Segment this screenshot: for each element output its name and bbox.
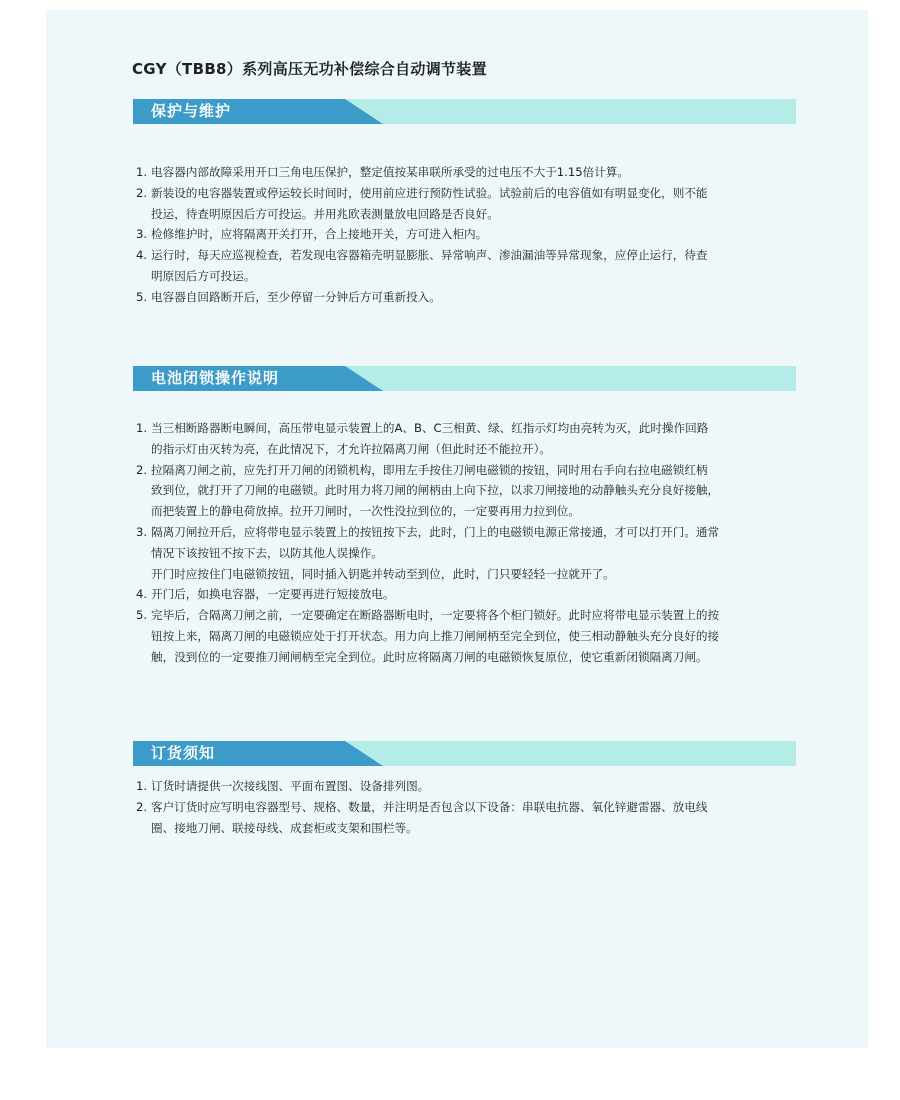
list-item [136, 797, 802, 839]
section-list-protection [136, 162, 802, 308]
list-item [136, 522, 802, 584]
item-text-line: 圈、接地刀闸、联接母线、成套柜或支架和围栏等。 [151, 820, 418, 835]
list-item [136, 776, 802, 797]
section-list-lock-operation [136, 418, 802, 668]
item-number: 1. [136, 165, 148, 179]
item-number: 1. [136, 421, 148, 435]
item-text-line: 情况下该按钮不按下去，以防其他人误操作。 [151, 545, 383, 560]
item-text-line: 拉隔离刀闸之前，应先打开刀闸的闭锁机构，即用左手按住刀闸电磁锁的按钮，同时用右手向右拉电磁锁红柄 [151, 462, 708, 477]
section-list-ordering [136, 776, 802, 838]
section-title: 电池闭锁操作说明 [151, 369, 280, 387]
item-number: 3. [136, 227, 148, 242]
list-item [136, 460, 802, 522]
item-number: 4. [136, 587, 148, 602]
item-number: 3. [136, 524, 148, 539]
item-text-line: 开门时应按住门电磁锁按钮，同时插入钥匙并转动至到位，此时，门只要轻轻一拉就开了。 [151, 566, 615, 581]
section-header-banner [133, 99, 796, 124]
list-item [136, 183, 802, 225]
item-text-line: 投运，待查明原因后方可投运。并用兆欧表测量放电回路是否良好。 [151, 206, 499, 221]
item-text-line: 隔离刀闸拉开后，应将带电显示装置上的按钮按下去，此时，门上的电磁锁电源正常接通，才可以打开门。通常 [151, 524, 720, 539]
item-text-line: 当三相断路器断电瞬间，高压带电显示装置上的A、B、C三相黄、绿、红指示灯均由亮转为灭，此时操作回路 [151, 421, 709, 435]
item-text-line: 的指示灯由灭转为亮，在此情况下，才允许拉隔离刀闸（但此时还不能拉开）。 [151, 441, 551, 456]
item-number: 4. [136, 248, 148, 263]
item-number: 2. [136, 185, 148, 200]
item-text-line: 触，没到位的一定要推刀闸闸柄至完全到位。此时应将隔离刀闸的电磁锁恢复原位，使它重新闭锁隔离刀闸。 [151, 649, 708, 664]
item-text-line: 电容器内部故障采用开口三角电压保护，整定值按某串联所承受的过电压不大于1.15倍计算。 [151, 165, 629, 179]
item-number: 5. [136, 289, 148, 304]
item-text-line: 新装设的电容器装置或停运较长时间时，使用前应进行预防性试验。试验前后的电容值如有明显变化，则不能 [151, 185, 708, 200]
item-text-line: 开门后，如换电容器，一定要再进行短接放电。 [151, 587, 395, 602]
item-text-line: 致到位，就打开了刀闸的电磁锁。此时用力将刀闸的闸柄由上向下拉，以求刀闸接地的动静触头充分良好接触， [151, 483, 720, 498]
section-header-banner [133, 741, 796, 766]
list-item [136, 245, 802, 287]
section-header-ordering [133, 741, 796, 766]
item-text-line: 运行时，每天应巡视检查，若发现电容器箱壳明显膨胀、异常响声、渗油漏油等异常现象，应停止运行，待查 [151, 248, 708, 263]
list-item [136, 418, 802, 460]
item-text-line: 明原因后方可投运。 [151, 268, 256, 283]
list-item [136, 605, 802, 667]
section-header-protection [133, 99, 796, 124]
item-text-line: 检修维护时，应将隔离开关打开，合上接地开关，方可进入柜内。 [151, 227, 488, 242]
list-item [136, 584, 802, 605]
item-number: 2. [136, 799, 148, 814]
item-text-line: 完毕后，合隔离刀闸之前，一定要确定在断路器断电时，一定要将各个柜门锁好。此时应将带电显示装置上的按 [151, 608, 720, 623]
item-text-line: 订货时请提供一次接线图、平面布置图、设备排列图。 [151, 779, 430, 793]
item-text-line: 钮按上来，隔离刀闸的电磁锁应处于打开状态。用力向上推刀闸闸柄至完全到位，使三相动静触头充分良好的接 [151, 628, 720, 643]
list-item [136, 287, 802, 308]
item-text-line: 而把装置上的静电荷放掉。拉开刀闸时，一次性没拉到位的，一定要再用力拉到位。 [151, 504, 580, 519]
item-number: 2. [136, 462, 148, 477]
item-text-line: 电容器自回路断开后，至少停留一分钟后方可重新投入。 [151, 289, 441, 304]
section-title: 订货须知 [151, 744, 216, 762]
list-item [136, 224, 802, 245]
item-text-line: 客户订货时应写明电容器型号、规格、数量，并注明是否包含以下设备：串联电抗器、氧化锌避雷器、放电线 [151, 799, 708, 814]
item-number: 5. [136, 608, 148, 623]
list-item [136, 162, 802, 183]
document-title: CGY（TBB8）系列高压无功补偿综合自动调节装置 [132, 60, 487, 78]
section-title: 保护与维护 [151, 102, 232, 120]
item-number: 1. [136, 779, 148, 793]
section-header-lock-operation [133, 366, 796, 391]
